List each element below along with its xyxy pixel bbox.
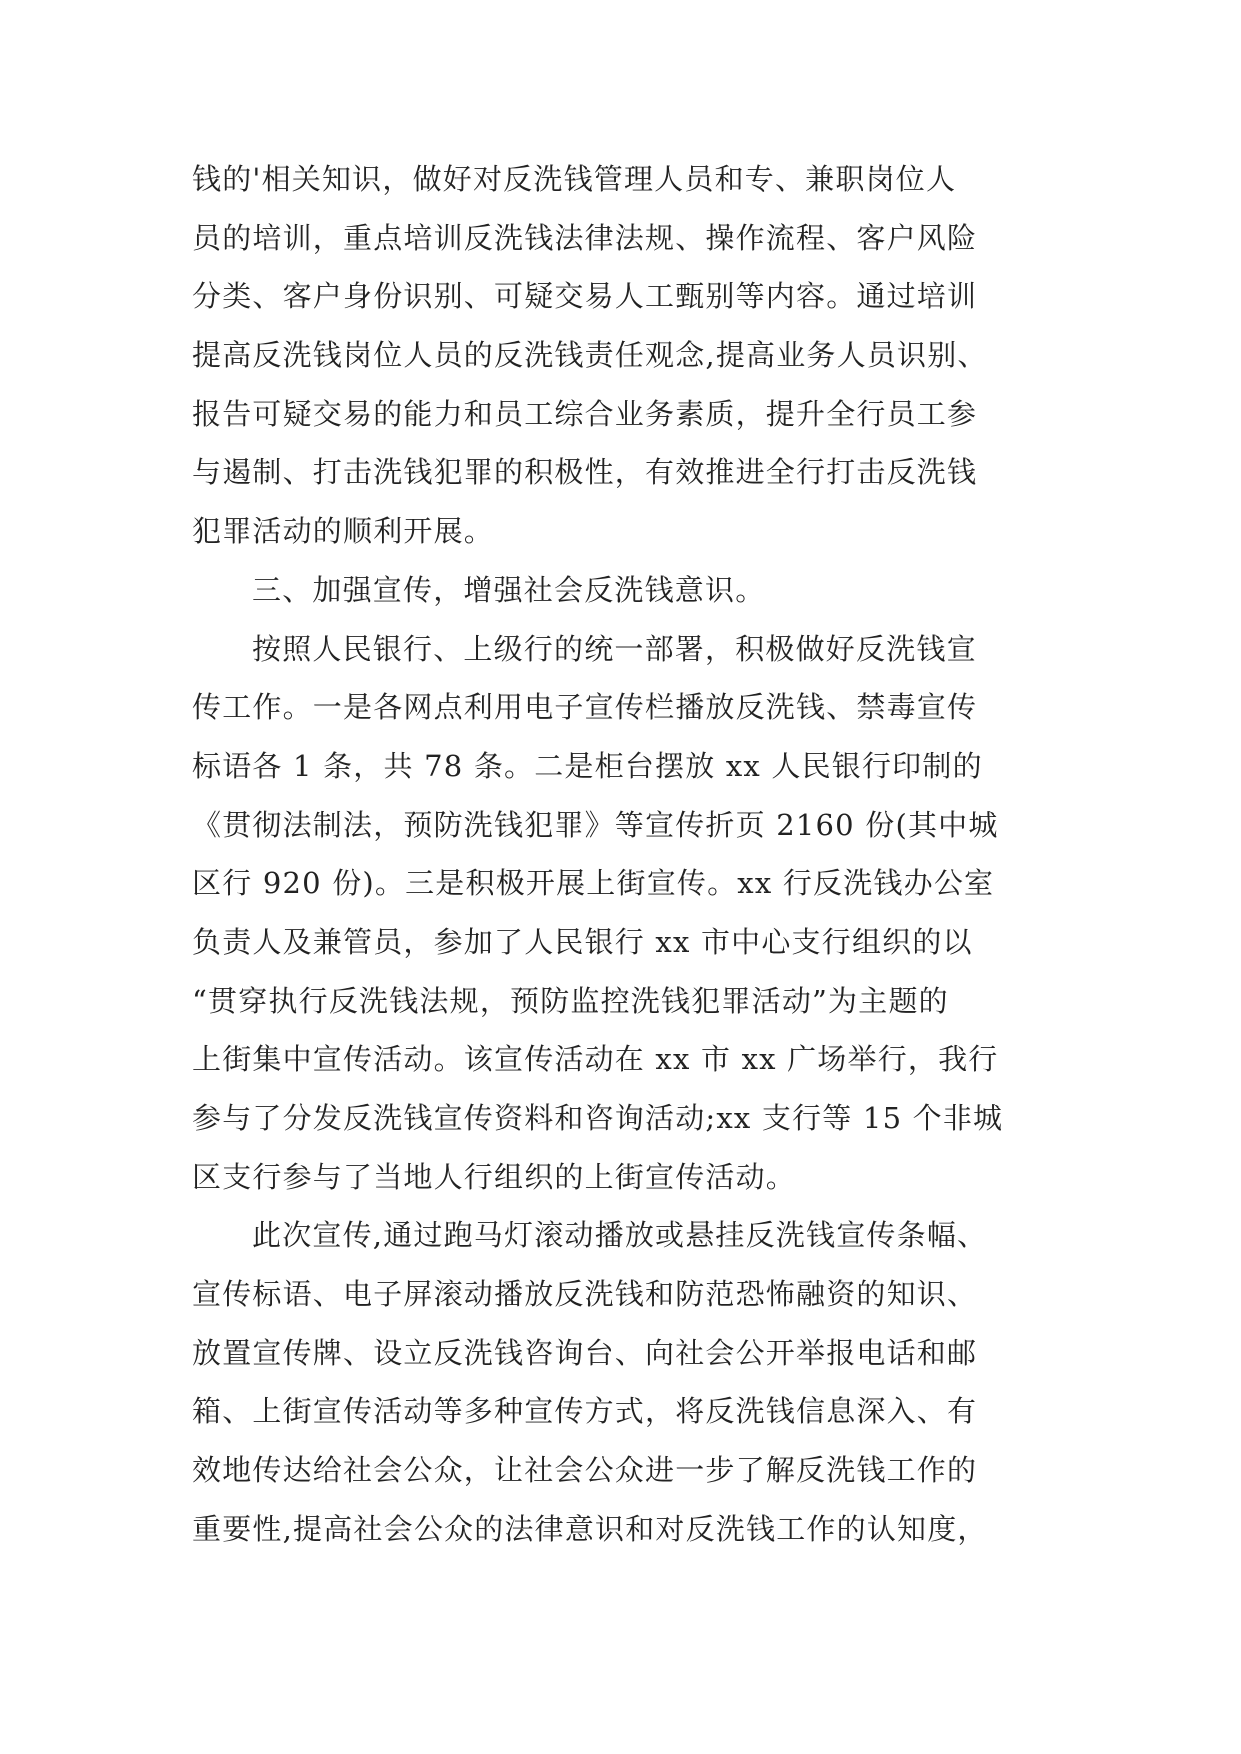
text-line: 箱、上街宣传活动等多种宣传方式，将反洗钱信息深入、有 <box>192 1394 978 1429</box>
text-line: 参与了分发反洗钱宣传资料和咨询活动;xx 支行等 15 个非城 <box>192 1101 1004 1135</box>
section-heading: 三、加强宣传，增强社会反洗钱意识。 <box>252 572 766 607</box>
text-line: 与遏制、打击洗钱犯罪的积极性，有效推进全行打击反洗钱 <box>192 455 978 490</box>
text-line: 《贯彻法制法，预防洗钱犯罪》等宣传折页 2160 份(其中城 <box>192 807 999 842</box>
text-line: 效地传达给社会公众，让社会公众进一步了解反洗钱工作的 <box>192 1453 978 1488</box>
text-line: 上街集中宣传活动。该宣传活动在 xx 市 xx 广场举行，我行 <box>192 1042 999 1077</box>
text-line: 分类、客户身份识别、可疑交易人工甄别等内容。通过培训 <box>192 279 978 314</box>
text-line: 按照人民银行、上级行的统一部署，积极做好反洗钱宣 <box>252 631 977 666</box>
document-body <box>192 150 1052 1559</box>
text-line: 提高反洗钱岗位人员的反洗钱责任观念,提高业务人员识别、 <box>192 338 988 373</box>
text-line: 标语各 1 条，共 78 条。二是柜台摆放 xx 人民银行印制的 <box>192 748 983 783</box>
text-line: 钱的'相关知识，做好对反洗钱管理人员和专、兼职岗位人 <box>192 162 957 196</box>
text-line: 报告可疑交易的能力和员工综合业务素质，提升全行员工参 <box>192 396 978 431</box>
text-line: 重要性,提高社会公众的法律意识和对反洗钱工作的认知度， <box>192 1511 988 1546</box>
text-line: 放置宣传牌、设立反洗钱咨询台、向社会公开举报电话和邮 <box>192 1335 978 1370</box>
text-line: “贯穿执行反洗钱法规，预防监控洗钱犯罪活动”为主题的 <box>192 983 949 1018</box>
text-line: 区支行参与了当地人行组织的上街宣传活动。 <box>192 1159 797 1194</box>
text-line: 传工作。一是各网点利用电子宣传栏播放反洗钱、禁毒宣传 <box>192 690 978 725</box>
text-line: 负责人及兼管员，参加了人民银行 xx 市中心支行组织的以 <box>192 924 973 959</box>
text-line: 此次宣传,通过跑马灯滚动播放或悬挂反洗钱宣传条幅、 <box>252 1218 988 1253</box>
text-line: 员的培训，重点培训反洗钱法律法规、操作流程、客户风险 <box>192 220 978 255</box>
text-line: 区行 920 份)。三是积极开展上街宣传。xx 行反洗钱办公室 <box>192 866 995 901</box>
text-line: 宣传标语、电子屏滚动播放反洗钱和防范恐怖融资的知识、 <box>192 1277 978 1312</box>
text-line: 犯罪活动的顺利开展。 <box>192 514 495 549</box>
